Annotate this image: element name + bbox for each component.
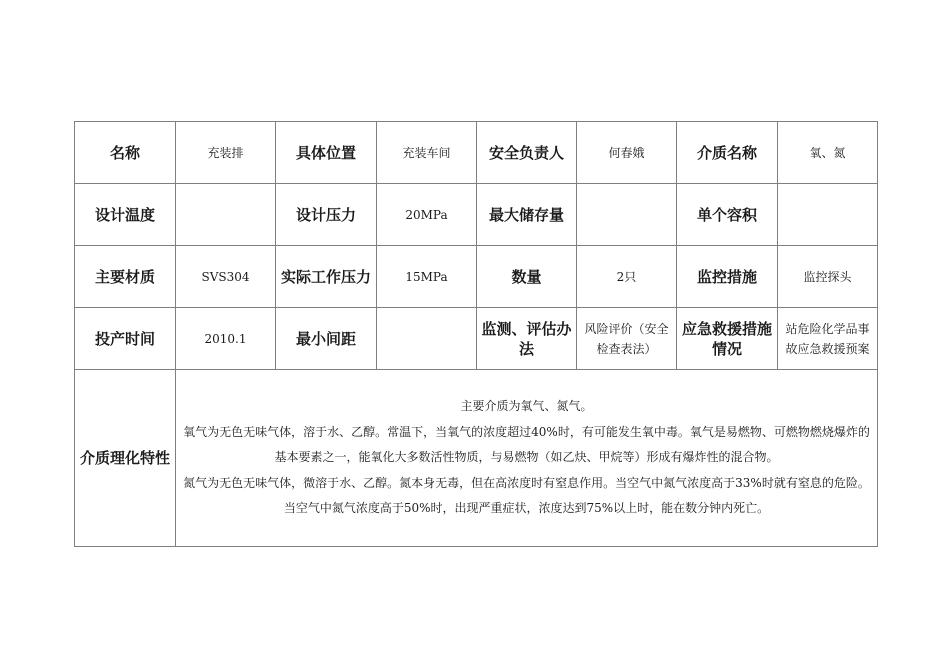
properties-label: 介质理化特性 — [75, 370, 176, 547]
table-row — [75, 370, 878, 547]
location-label: 具体位置 — [276, 122, 377, 184]
properties-paragraph: 主要介质为氧气、氮气。 — [460, 399, 593, 414]
table-row — [75, 122, 878, 184]
design-pressure-label: 设计压力 — [276, 184, 377, 246]
design-pressure-value: 20MPa — [377, 184, 477, 246]
unit-volume-value — [778, 184, 878, 246]
equipment-info-table — [74, 121, 878, 547]
properties-text — [176, 370, 878, 547]
working-pressure-value: 15MPa — [377, 246, 477, 308]
name-value: 充装排 — [176, 122, 276, 184]
design-temp-value — [176, 184, 276, 246]
table-row — [75, 184, 878, 246]
table-row — [75, 308, 878, 370]
table-row — [75, 246, 878, 308]
monitoring-value: 监控探头 — [778, 246, 878, 308]
max-storage-value — [577, 184, 677, 246]
commission-date-label: 投产时间 — [75, 308, 176, 370]
safety-officer-label: 安全负责人 — [477, 122, 577, 184]
properties-paragraph: 氧气为无色无味气体，溶于水、乙醇。常温下，当氧气的浓度超过40%时，有可能发生氧中毒。氧气是易燃物、可燃物燃烧爆炸的基本要素之一，能氧化大多数活性物质，与易燃物（如乙炔、甲烷等）形成有爆炸性的混合物。 — [183, 424, 870, 465]
assessment-method-label: 监测、评估办法 — [477, 308, 577, 370]
unit-volume-label: 单个容积 — [677, 184, 778, 246]
properties-paragraph: 氮气为无色无味气体，微溶于水、乙醇。氮本身无毒，但在高浓度时有窒息作用。当空气中氮气浓度高于33%时就有窒息的危险。当空气中氮气浓度高于50%时，出现严重症状，浓度达到75%以上时，能在数分钟内死亡。 — [183, 475, 870, 516]
assessment-method-value: 风险评价（安全检查表法） — [577, 308, 677, 370]
material-value: SVS304 — [176, 246, 276, 308]
name-label: 名称 — [75, 122, 176, 184]
min-spacing-label: 最小间距 — [276, 308, 377, 370]
material-label: 主要材质 — [75, 246, 176, 308]
emergency-label: 应急救援措施情况 — [677, 308, 778, 370]
emergency-value: 站危险化学品事故应急救援预案 — [778, 308, 878, 370]
max-storage-label: 最大储存量 — [477, 184, 577, 246]
monitoring-label: 监控措施 — [677, 246, 778, 308]
quantity-label: 数量 — [477, 246, 577, 308]
medium-name-value: 氧、氮 — [778, 122, 878, 184]
commission-date-value: 2010.1 — [176, 308, 276, 370]
location-value: 充装车间 — [377, 122, 477, 184]
quantity-value: 2只 — [577, 246, 677, 308]
medium-name-label: 介质名称 — [677, 122, 778, 184]
working-pressure-label: 实际工作压力 — [276, 246, 377, 308]
design-temp-label: 设计温度 — [75, 184, 176, 246]
min-spacing-value — [377, 308, 477, 370]
safety-officer-value: 何春娥 — [577, 122, 677, 184]
